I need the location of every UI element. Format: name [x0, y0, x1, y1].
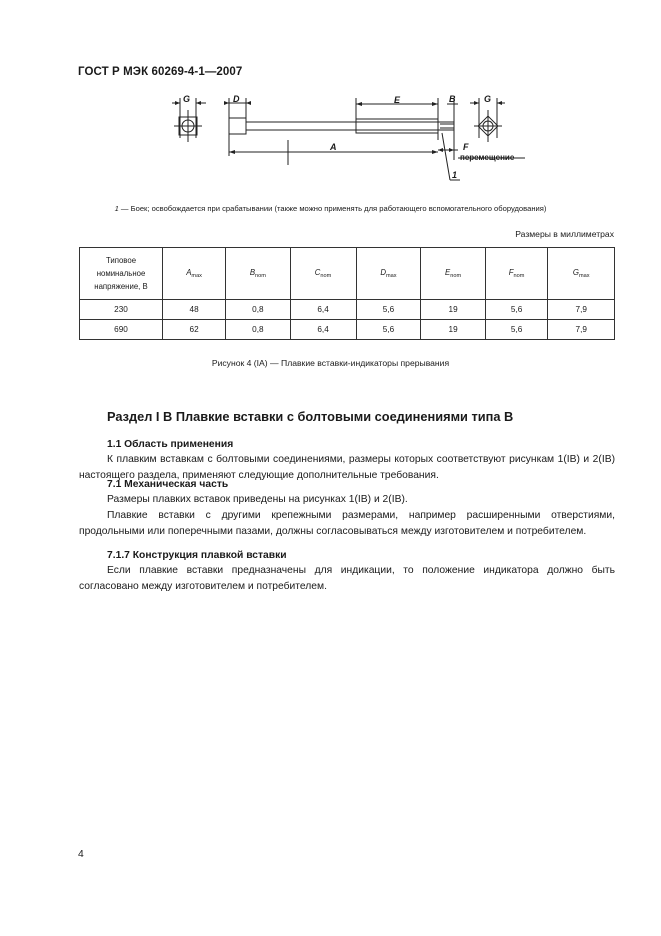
label-e: E [394, 95, 401, 105]
figure-note [0, 204, 661, 213]
paragraph-7-1: Размеры плавких вставок приведены на рисунках 1(IB) и 2(IB). Плавкие вставки с другими крепежными размерами, например расширенными отверстиями, продольными или поперечными пазами, должны согласовываться между изготовителем и потребителем. [79, 494, 615, 537]
label-f: F [463, 142, 469, 152]
voltage-header: Типовое номинальное напряжение, В [80, 248, 163, 300]
figure-caption: Рисунок 4 (IA) — Плавкие вставки-индикаторы прерывания [211, 358, 450, 368]
table-row: 690 62 0,8 6,4 5,6 19 5,6 7,9 [80, 320, 615, 340]
col-header-c: $C_{nom}$ [290, 248, 356, 300]
label-g-left: G [183, 94, 191, 104]
dimensions-table [79, 247, 615, 340]
section-title: Раздел I B Плавкие вставки с болтовыми соединениями типа B [107, 409, 514, 424]
paragraph-7-1-7: Если плавкие вставки предназначены для индикации, то положение индикатора должно быть согласовано между изготовителем и потребителем. [79, 565, 615, 592]
fuse-head [229, 118, 246, 134]
figure-note-text: — Боек; освобождается при срабатывании (также можно применять для работающего вспомогательного оборудования) [118, 204, 547, 213]
label-callout-1: 1 [452, 170, 458, 180]
col-header-b: $B_{nom}$ [226, 248, 290, 300]
subsection-heading-1-1: 1.1 Область применения [107, 439, 234, 450]
col-header-a: $A_{max}$ [163, 248, 226, 300]
page-number: 4 [78, 849, 84, 860]
table-row: 230 48 0,8 6,4 5,6 19 5,6 7,9 [80, 300, 615, 320]
subsection-heading-7-1-7: 7.1.7 Конструкция плавкой вставки [107, 550, 287, 561]
col-header-f: $F_{nom}$ [485, 248, 548, 300]
table-header-row [80, 248, 615, 300]
document-header: ГОСТ Р МЭК 60269-4-1—2007 [78, 66, 243, 78]
fuse-barrel [356, 119, 438, 133]
units-note: Размеры в миллиметрах [515, 229, 614, 239]
fuse-shaft [246, 122, 356, 130]
fuse-indicator-drawing [160, 88, 540, 188]
col-header-e: $E_{nom}$ [421, 248, 485, 300]
label-b: B [449, 94, 456, 104]
col-header-g: $G_{max}$ [548, 248, 615, 300]
subsection-heading-7-1: 7.1 Механическая часть [107, 479, 229, 490]
label-displacement: перемещение [460, 153, 515, 162]
label-d: D [233, 94, 240, 104]
label-a: A [330, 142, 337, 152]
figure-note-number: 1 [114, 204, 119, 213]
col-header-d: $D_{max}$ [356, 248, 421, 300]
label-g-right: G [484, 94, 492, 104]
paragraph-1-1: К плавким вставкам с болтовыми соединениями, размеры которых соответствуют рисункам 1(IB) и 2(IB) настоящего раздела, применяют следующие дополнительные требования. [79, 454, 615, 481]
striker-pin [438, 122, 454, 130]
